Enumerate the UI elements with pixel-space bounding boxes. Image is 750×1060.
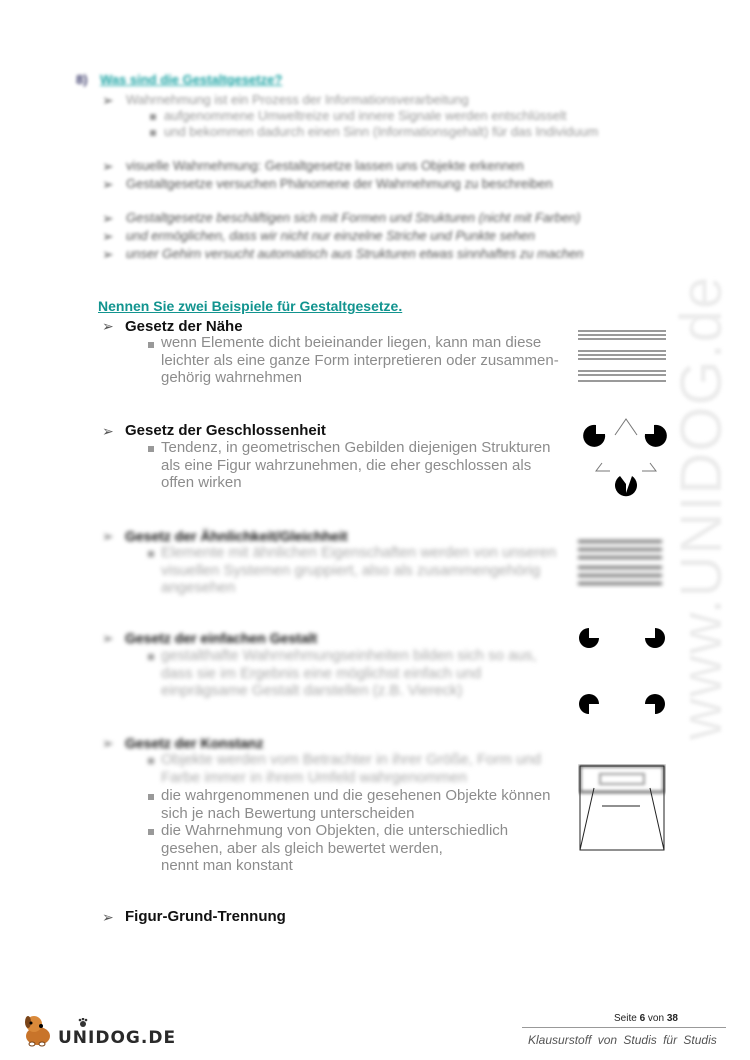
- law-text: [161, 439, 571, 492]
- law-text: [161, 822, 571, 875]
- arrow-icon: ➢: [102, 318, 114, 334]
- top-line: Gestaltgesetze beschäftigen sich mit Formen und Strukturen (nicht mit Farben): [126, 210, 581, 225]
- paw-icon: [78, 1018, 88, 1028]
- law-text-line: dass sie im Ergebnis eine möglichst einfach und: [161, 664, 482, 682]
- law-text: [161, 544, 571, 597]
- page-prefix: Seite: [614, 1013, 637, 1024]
- law-text-line: gehörig wahrnehmen: [161, 369, 302, 386]
- arrow-icon: ➢: [102, 909, 114, 925]
- bullet-square-icon: [148, 446, 154, 452]
- top-line: und bekommen dadurch einen Sinn (Informationsgehalt) für das Individuum: [164, 124, 599, 139]
- law-text-line: die Wahrnehmung von Objekten, die unterschiedlich: [161, 822, 509, 839]
- law-text-line: als eine Figur wahrzunehmen, die eher geschlossen als: [161, 456, 532, 474]
- question-heading: Nennen Sie zwei Beispiele für Gestaltgesetze.: [98, 298, 403, 314]
- law-title: Gesetz der Geschlossenheit: [125, 422, 326, 439]
- law-text-line: visuellen Systemen gruppiert, also als zusammengehörig: [161, 561, 541, 579]
- top-line: unser Gehirn versucht automatisch aus Strukturen etwas sinnhaftes zu machen: [126, 246, 584, 261]
- law-text-line: Objekte werden vom Betrachter in ihrer Größe, Form und: [161, 751, 542, 768]
- arrow-icon: ➢: [102, 92, 114, 108]
- arrow-icon: ➢: [102, 176, 114, 192]
- law-text-line: gesehen, aber als gleich bewertet werden,: [161, 839, 443, 857]
- kanizsa-triangle-figure: [580, 415, 672, 501]
- law-text-line: Farbe immer in ihrem Umfeld wahrgenommen: [161, 768, 467, 786]
- law-text-line: wenn Elemente dicht beieinander liegen, kann man diese: [161, 334, 542, 351]
- law-title: Gesetz der Konstanz: [125, 735, 264, 751]
- law-text-line: Elemente mit ähnlichen Eigenschaften werden von unseren: [161, 544, 557, 561]
- law-title: Gesetz der einfachen Gestalt: [125, 630, 318, 646]
- law-title: Gesetz der Ähnlichkeit/Gleichheit: [125, 528, 348, 544]
- bullet-square-icon: [150, 130, 156, 136]
- constancy-perspective-figure: [578, 764, 666, 852]
- arrow-icon: ➢: [102, 210, 114, 226]
- logo-text: UNIDOG.DE: [58, 1028, 177, 1048]
- arrow-icon: ➢: [102, 630, 114, 646]
- page-current: 6: [639, 1013, 646, 1024]
- bullet-square-icon: [150, 114, 156, 120]
- law-title: Figur-Grund-Trennung: [125, 908, 286, 925]
- law-text-line: gestalthafte Wahrnehmungseinheiten bilden sich so aus,: [161, 647, 537, 664]
- section-title: Was sind die Gestaltgesetze?: [100, 72, 283, 87]
- top-line: visuelle Wahrnehmung: Gestaltgesetze lassen uns Objekte erkennen: [126, 158, 524, 173]
- dog-logo-icon: [20, 1012, 56, 1048]
- law-text-line: einprägsame Gestalt darstellen (z.B. Viereck): [161, 682, 463, 699]
- kanizsa-square-figure: [575, 624, 669, 718]
- law-text: [161, 751, 571, 786]
- bullet-square-icon: [148, 551, 154, 557]
- footer-divider: [522, 1027, 726, 1028]
- similarity-figure: [578, 540, 662, 588]
- bullet-square-icon: [148, 342, 154, 348]
- law-text-line: Tendenz, in geometrischen Gebilden diejenigen Strukturen: [161, 439, 551, 456]
- law-text-line: offen wirken: [161, 474, 242, 491]
- law-text: [161, 647, 571, 700]
- top-line: und ermöglichen, dass wir nicht nur einzelne Striche und Punkte sehen: [126, 228, 536, 243]
- law-text-line: nennt man konstant: [161, 857, 293, 874]
- law-text-line: die wahrgenommenen und die gesehenen Objekte können: [161, 787, 551, 804]
- law-text-line: sich je nach Bewertung unterscheiden: [161, 804, 415, 822]
- arrow-icon: ➢: [102, 735, 114, 751]
- page-number: [614, 1013, 678, 1024]
- page-total: 38: [666, 1013, 678, 1024]
- footer-slogan: Klausurstoff von Studis für Studis: [528, 1033, 717, 1047]
- law-text: [161, 787, 571, 822]
- arrow-icon: ➢: [102, 423, 114, 439]
- bullet-square-icon: [148, 829, 154, 835]
- top-line: aufgenommene Umweltreize und innere Signale werden entschlüsselt: [164, 108, 567, 123]
- law-text: [161, 334, 571, 387]
- arrow-icon: ➢: [102, 528, 114, 544]
- page-mid: von: [647, 1013, 665, 1024]
- bullet-square-icon: [148, 654, 154, 660]
- arrow-icon: ➢: [102, 158, 114, 174]
- top-line: Gestaltgesetze versuchen Phänomene der Wahrnehmung zu beschreiben: [126, 176, 553, 191]
- bullet-square-icon: [148, 794, 154, 800]
- proximity-dots-figure: [578, 330, 666, 386]
- arrow-icon: ➢: [102, 228, 114, 244]
- arrow-icon: ➢: [102, 246, 114, 262]
- law-title: Gesetz der Nähe: [125, 318, 243, 335]
- bullet-square-icon: [148, 758, 154, 764]
- law-text-line: angesehen: [161, 579, 236, 596]
- section-number: 8): [76, 72, 88, 87]
- top-line: Wahrnehmung ist ein Prozess der Informationsverarbeitung: [126, 92, 469, 107]
- law-text-line: leichter als eine ganze Form interpretieren oder zusammen-: [161, 351, 559, 369]
- watermark: www.UNIDOG.de: [669, 275, 734, 740]
